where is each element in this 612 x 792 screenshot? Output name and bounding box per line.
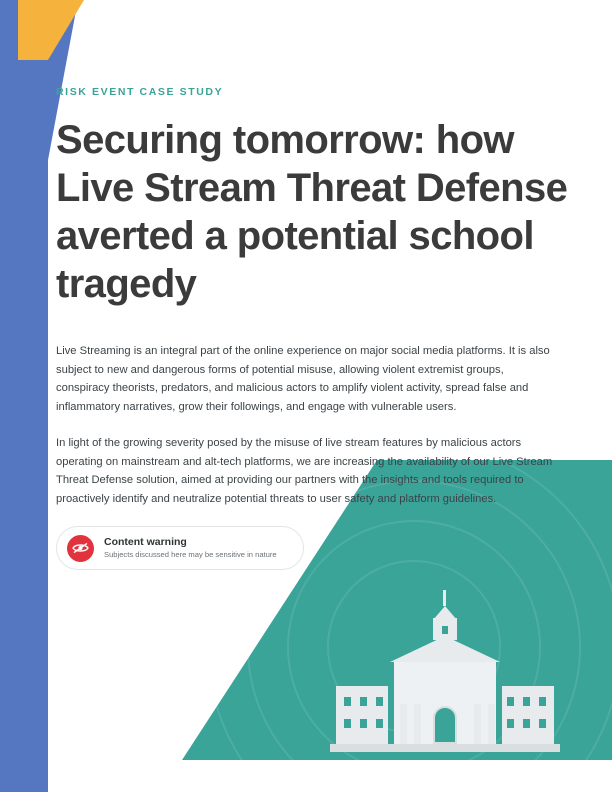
document-content bbox=[56, 86, 568, 570]
bottom-white-strip bbox=[0, 760, 612, 792]
content-warning-badge bbox=[56, 526, 304, 570]
eyebrow-label: RISK EVENT CASE STUDY bbox=[56, 86, 224, 98]
school-building-illustration bbox=[330, 607, 560, 752]
content-warning-title: Content warning bbox=[104, 535, 187, 548]
content-warning-subtitle: Subjects discussed here may be sensitive in nature bbox=[104, 549, 277, 559]
eye-slash-icon bbox=[67, 535, 94, 562]
body-paragraph-1: Live Streaming is an integral part of the online experience on major social media platforms. It is also subject to new and dangerous forms of potential misuse, allowing violent extremist groups, conspiracy theorists, predators, and malicious actors to amplify violent activity, spread false and inflammatory narratives, grow their followings, and engage with vulnerable users. bbox=[56, 345, 550, 413]
body-paragraph-2: In light of the growing severity posed by the misuse of live stream features by malicious actors operating on mainstream and alt-tech platforms, we are increasing the availability of our Live Stream Threat Defense solution, aimed at providing our partners with the insights and tools required to proactively identify and neutralize potential threats to user safety and platform guidelines. bbox=[56, 437, 553, 505]
blue-band-foot bbox=[0, 735, 48, 792]
yellow-triangle-shape bbox=[18, 0, 84, 60]
content-warning-text bbox=[104, 536, 277, 561]
page-title: Securing tomorrow: how Live Stream Threat Defense averted a potential school tragedy bbox=[56, 118, 568, 306]
